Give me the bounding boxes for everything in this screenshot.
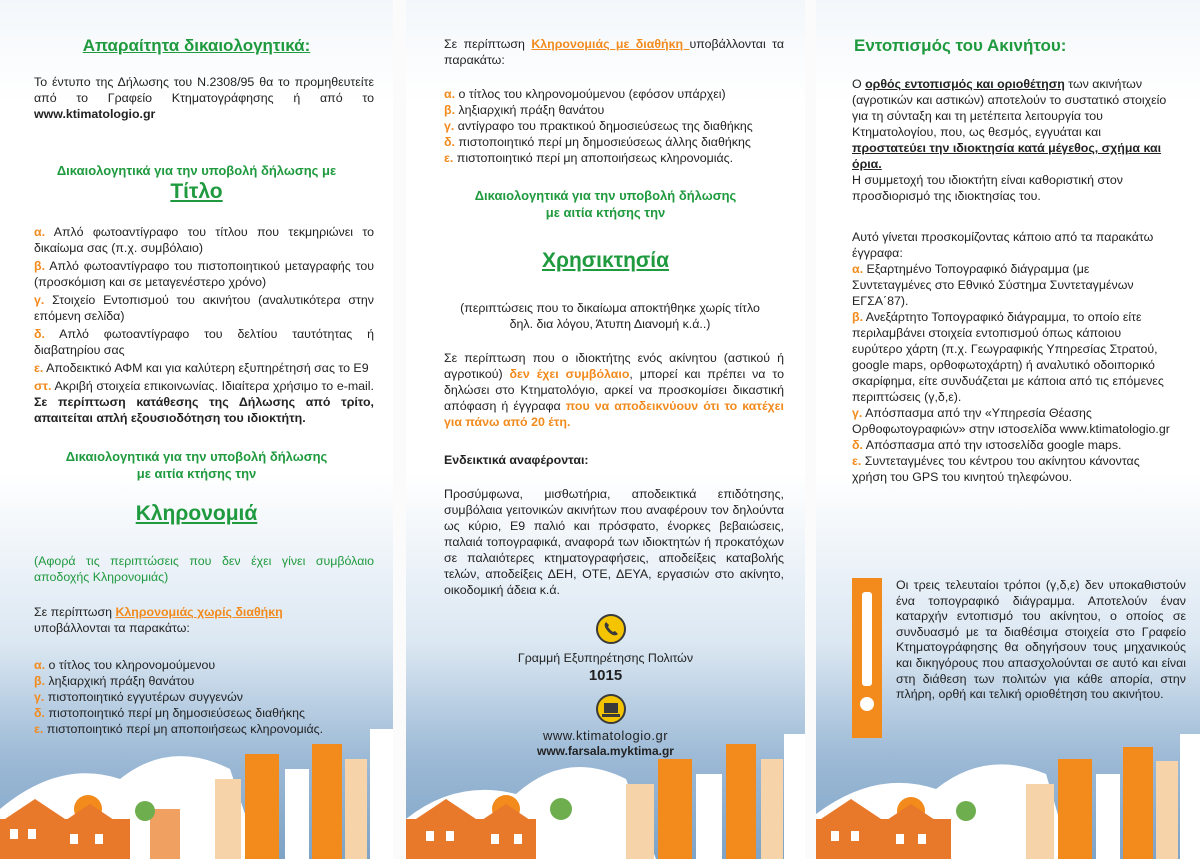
item-letter: β.	[444, 103, 456, 117]
item-letter: ε.	[34, 722, 44, 736]
case-pre: Σε περίπτωση	[444, 37, 532, 51]
inheritance-subtitle-line2: με αιτία κτήσης την	[136, 466, 257, 481]
p1-pre: Ο	[852, 77, 866, 91]
usucapion-subtitle-line2: με αιτία κτήσης την	[545, 205, 666, 220]
item-text: Απλό φωτοαντίγραφο του τίτλου που τεκμηριώνει το δικαίωμα σας (π.χ. συμβόλαιο)	[34, 225, 374, 255]
item-letter: γ.	[34, 690, 45, 704]
item-text: ληξιαρχική πράξη θανάτου	[45, 674, 195, 688]
indicative-docs: Προσύμφωνα, μισθωτήρια, αποδεικτικά επιδότησης, συμβόλαια γειτονικών ακινήτων που αναφέρουν τον δηλούντα ως κύριο, Ε9 παλιό και πρόσφατο, ένορκες βεβαιώσεις, παλαιά τοπογραφικά, αναφορά των ιδιοκτητών ή προκατόχων σε παλαιότερες κτηματογραφήσεις, αποδείξεις καταβολής τελών, αποδείξεις ΔΕΗ, ΟΤΕ, ΔΕΥΑ, εργασιών στο ακίνητο, οικοδομική άδεια κ.ά.	[444, 487, 784, 597]
list-item	[34, 292, 374, 324]
city-illustration	[0, 699, 393, 859]
item-letter: β.	[34, 259, 46, 273]
case-post: υποβάλλονται τα παρακάτω:	[444, 37, 784, 67]
item-letter: β.	[34, 674, 46, 688]
list-item	[852, 309, 1172, 405]
item-text: ληξιαρχική πράξη θανάτου	[455, 103, 605, 117]
panel-right	[816, 0, 1200, 859]
item-text: Απλό φωτοαντίγραφο του πιστοποιητικού μεταγραφής του (προσκόμιση και σε μεταγενέστερο χρόνο)	[34, 259, 374, 289]
hotline-label: Γραμμή Εξυπηρέτησης Πολιτών	[517, 651, 694, 665]
item-letter: δ.	[444, 135, 455, 149]
required-docs-title: Απαραίτητα δικαιολογητικά:	[82, 36, 311, 55]
title-docs-list	[34, 224, 374, 426]
list-item	[34, 258, 374, 290]
list-item	[34, 657, 374, 673]
item-letter: α.	[852, 262, 864, 276]
list-item	[444, 86, 794, 102]
list-item	[852, 405, 1172, 437]
hotline-number[interactable]: 1015	[588, 667, 623, 684]
item-text: Συντεταγμένες του κέντρου του ακίνητου κάνοντας χρήση του GPS του κινητού τηλεφώνου.	[852, 454, 1140, 484]
item-text: Απλό φωτοαντίγραφο του δελτίου ταυτότητας ή διαβατηρίου σας	[34, 327, 374, 357]
panel-middle	[406, 0, 805, 859]
item-letter: γ.	[444, 119, 455, 133]
city-illustration	[816, 699, 1200, 859]
website-ktimatologio[interactable]: www.ktimatologio.gr	[542, 728, 669, 743]
item-text: Απόσπασμα από την ιστοσελίδα google maps.	[862, 438, 1122, 452]
usucapion-subtitle-line1: Δικαιολογητικά για την υποβολή δήλωσης	[474, 188, 737, 203]
item-text: πιστοποιητικό εγγυτέρων συγγενών	[44, 690, 243, 704]
item-letter: ε.	[34, 361, 44, 375]
item-text: αντίγραφο του πρακτικού δημοσιεύσεως της διαθήκης	[454, 119, 753, 133]
authorization-note: Σε περίπτωση κατάθεσης της Δήλωσης από τρίτο, απαιτείται απλή εξουσιοδότηση του ιδιοκτήτη.	[34, 395, 374, 425]
item-letter: α.	[34, 225, 46, 239]
case-post: υποβάλλονται τα παρακάτω:	[34, 621, 190, 635]
usucapion-subtitle	[406, 187, 805, 221]
case-highlight: Κληρονομιάς με διαθήκη	[531, 37, 690, 51]
indicative-heading: Ενδεικτικά αναφέρονται:	[444, 453, 589, 467]
item-text: Ακριβή στοιχεία επικοινωνίας. Ιδιαίτερα χρήσιμο το e-mail.	[51, 379, 374, 393]
location-paragraph	[852, 76, 1172, 204]
item-letter: ε.	[444, 151, 454, 165]
item-text: πιστοποιητικό περί μη δημοσιεύσεως διαθήκης	[44, 706, 305, 720]
city-illustration	[406, 699, 805, 859]
heading-titlos: Τίτλο	[170, 180, 223, 203]
fold-divider	[393, 0, 406, 859]
para-mid: , μπορεί και πρέπει να το δηλώσει στο Κτηματολόγιο, αρκεί να προσκομίσει δικαστική απόφαση ή έγγραφα	[444, 367, 784, 413]
warning-text: Οι τρεις τελευταίοι τρόποι (γ,δ,ε) δεν υποκαθιστούν ένα τοπογραφικό διάγραμμα. Αποτελούν έναν καταρχήν εντοπισμό του ακίνητου, ο οποίος σε συνδυασμό με τα διαθέσιμα στοιχεία στο Γραφείο Κτηματογράφησης θα οδηγήσουν τους μηχανικούς και δικηγόρους που απασχολούνται σε αυτό και είναι στη διάθεση των πολιτών για κάθε απορία, στην πλήρη, ορθή και τελική οριοθέτηση του ακινήτου.	[896, 578, 1186, 702]
heading-klironomia: Κληρονομιά	[135, 502, 258, 525]
item-text: ο τίτλος του κληρονομούμενου (εφόσον υπάρχει)	[455, 87, 726, 101]
heading-xrisiktisia: Χρησικτησία	[541, 249, 670, 272]
case-highlight: Κληρονομιάς χωρίς διαθήκη	[115, 605, 283, 619]
item-letter: ε.	[852, 454, 862, 468]
item-letter: δ.	[34, 327, 45, 341]
item-letter: δ.	[34, 706, 45, 720]
item-text: ο τίτλος του κληρονομούμενου	[45, 658, 216, 672]
para-pre: Σε περίπτωση που ο ιδιοκτήτης ενός ακίνητου (αστικού ή αγροτικού)	[444, 351, 784, 381]
para-highlight-2: που να αποδεικνύουν ότι το κατέχει για πάνω από 20 έτη.	[444, 399, 784, 429]
list-item	[444, 150, 794, 166]
p1-emphasis-1: ορθός εντοπισμός και οριοθέτηση	[865, 77, 1065, 91]
list-item	[444, 118, 794, 134]
item-letter: γ.	[852, 406, 863, 420]
with-will-list	[444, 86, 794, 166]
usucapion-note: (περιπτώσεις που το δικαίωμα αποκτήθηκε χωρίς τίτλο δηλ. δια λόγου, Άτυπη Διανομή κ.ά..)	[460, 301, 760, 331]
list-item	[852, 437, 1172, 453]
item-text: πιστοποιητικό περί μη δημοσιεύσεως άλλης διαθήκης	[454, 135, 751, 149]
list-item	[444, 134, 794, 150]
documents-intro: Αυτό γίνεται προσκομίζοντας κάποιο από τα παρακάτω έγγραφα:	[852, 230, 1154, 260]
website-farsala[interactable]: www.farsala.myktima.gr	[537, 744, 674, 758]
item-text: Εξαρτημένο Τοπογραφικό διάγραμμα (με Συντεταγμένες στο Εθνικό Σύστημα Συντεταγμένων ΕΓΣΑ΄87).	[852, 262, 1134, 308]
p2: Η συμμετοχή του ιδιοκτήτη είναι καθοριστική στον προσδιορισμό της ιδιοκτησίας του.	[852, 173, 1123, 203]
location-docs-list	[852, 261, 1172, 485]
item-text: πιστοποιητικό περί μη αποποιήσεως κληρονομιάς.	[43, 722, 324, 736]
para-highlight-1: δεν έχει συμβόλαιο	[509, 367, 630, 381]
p1-mid: των ακινήτων (αγροτικών και αστικών) αποτελούν το συστατικό στοιχείο για τη σύνταξη και τη μετέπειτα λειτουργία του Κτηματολογίου, που, ως θεσμός, εγγυάται και	[852, 77, 1167, 139]
list-item	[34, 224, 374, 256]
item-text: πιστοποιητικό περί μη αποποιήσεως κληρονομιάς.	[453, 151, 734, 165]
inheritance-note: (Αφορά τις περιπτώσεις που δεν έχει γίνει συμβόλαιο αποδοχής Κληρονομιάς)	[34, 554, 374, 584]
item-letter: δ.	[852, 438, 863, 452]
p1-emphasis-2: προστατεύει την ιδιοκτησία κατά μέγεθος, σχήμα και όρια.	[852, 141, 1162, 171]
inheritance-subtitle	[0, 448, 393, 482]
list-item	[444, 102, 794, 118]
fold-divider	[805, 0, 816, 859]
item-letter: α.	[34, 658, 46, 672]
panel-left	[0, 0, 393, 859]
item-text: Απόσπασμα από την «Υπηρεσία Θέασης Ορθοφωτογραφιών» στην ιστοσελίδα www.ktimatologio.gr	[852, 406, 1170, 436]
intro-text-body: Το έντυπο της Δήλωσης του Ν.2308/95 θα το προμηθευτείτε από το Γραφείο Κτηματογράφησης ή από το	[34, 75, 374, 105]
item-letter: γ.	[34, 293, 45, 307]
list-item	[34, 378, 374, 426]
no-will-case	[34, 604, 374, 636]
intro-text	[34, 74, 374, 122]
item-letter: β.	[852, 310, 864, 324]
case-pre: Σε περίπτωση	[34, 605, 116, 619]
list-item	[852, 453, 1172, 485]
inheritance-subtitle-line1: Δικαιολογητικά για την υποβολή δήλωσης	[65, 449, 328, 464]
location-title: Εντοπισμός του Ακινήτου:	[854, 36, 1067, 55]
intro-site-link[interactable]: www.ktimatologio.gr	[34, 107, 156, 121]
item-letter: α.	[444, 87, 456, 101]
list-item	[34, 673, 374, 689]
list-item	[34, 326, 374, 358]
list-item	[34, 360, 374, 376]
with-will-case	[444, 36, 784, 68]
item-letter: στ.	[34, 379, 52, 393]
item-text: Αποδεικτικό ΑΦΜ και για καλύτερη εξυπηρέτησή σας το Ε9	[43, 361, 369, 375]
item-text: Στοιχείο Εντοπισμού του ακινήτου (αναλυτικότερα στην επόμενη σελίδα)	[34, 293, 374, 323]
title-docs-subtitle: Δικαιολογητικά για την υποβολή δήλωσης με	[56, 163, 337, 178]
item-text: Ανεξάρτητο Τοπογραφικό διάγραμμα, το οποίο είτε περιλαμβάνει στοιχεία εντοπισμού όπως κάποιου ευρύτερο χάρτη (π.χ. Γεωγραφικής Υπηρεσίας Στρατού, google maps, ορθοφωτοχάρτη) ή αναλυτικό οδοιπορικό σκαρίφημα, είτε συνδυάζεται με κάποια από τις επόμενες περιπτώσεις (γ,δ,ε).	[852, 310, 1164, 404]
list-item	[852, 261, 1172, 309]
usucapion-paragraph	[444, 350, 784, 430]
phone-icon	[596, 614, 626, 644]
